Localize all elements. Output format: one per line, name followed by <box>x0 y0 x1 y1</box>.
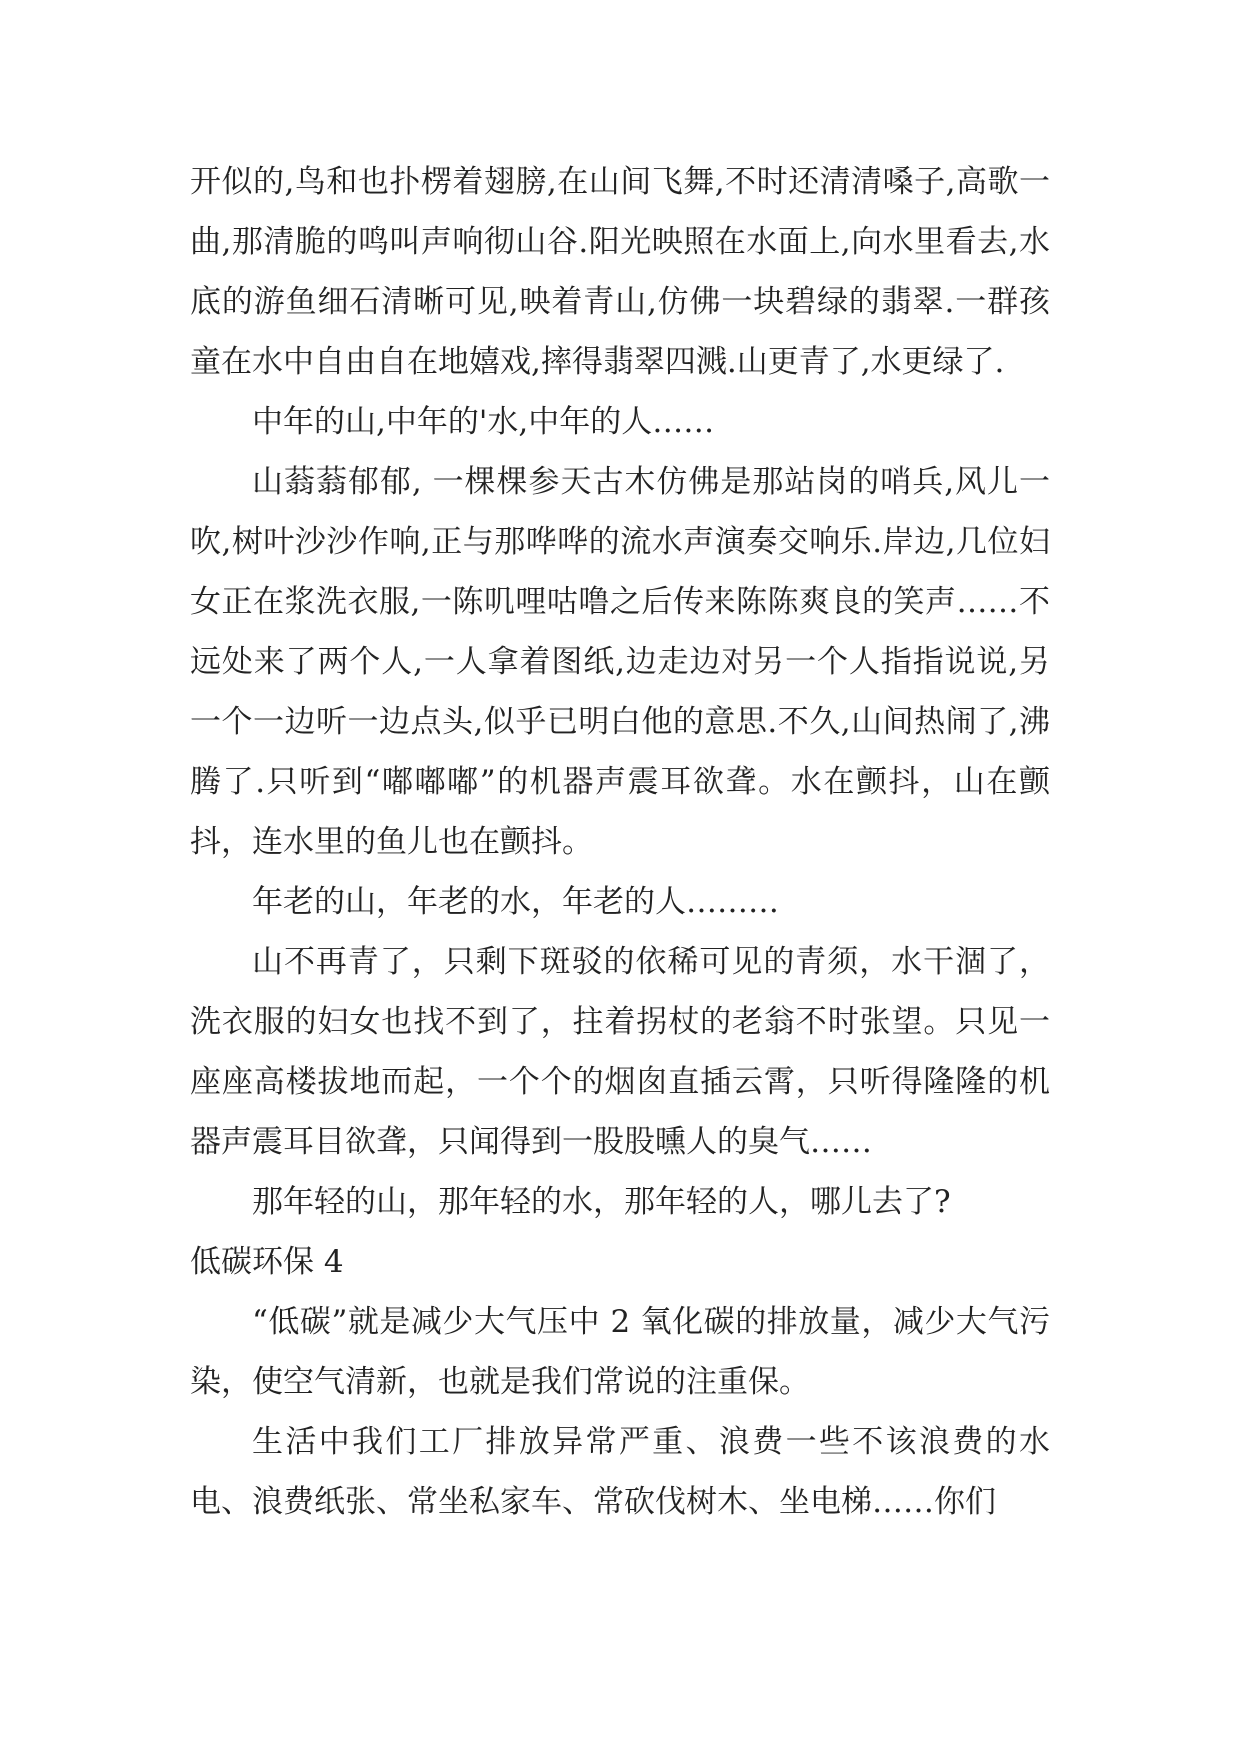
section-title: 低碳环保 4 <box>190 1244 344 1280</box>
document-body <box>190 152 1050 1532</box>
paragraph-spring-scene: 开似的,鸟和也扑楞着翅膀,在山间飞舞,不时还清清嗓子,高歌一曲,那清脆的鸣叫声响彻山谷.阳光映照在水面上,向水里看去,水底的游鱼细石清晰可见,映着青山,仿佛一块碧绿的翡翠.一群孩童在水中自由自在地嬉戏,摔得翡翠四溅.山更青了,水更绿了. <box>190 164 1050 380</box>
paragraph-closing-question: 那年轻的山，那年轻的水，那年轻的人，哪儿去了? <box>252 1184 951 1220</box>
paragraph-daily-waste: 生活中我们工厂排放异常严重、浪费一些不该浪费的水电、浪费纸张、常坐私家车、常砍伐树木、坐电梯……你们 <box>190 1424 1050 1520</box>
paragraph-old-age-heading: 年老的山，年老的水，年老的人……… <box>252 884 779 920</box>
paragraph-low-carbon-definition: “低碳”就是减少大气压中 2 氧化碳的排放量，减少大气污染，使空气清新，也就是我们常说的注重保。 <box>190 1304 1050 1400</box>
paragraph-middle-age-heading: 中年的山,中年的'水,中年的人…… <box>252 404 715 440</box>
paragraph-middle-age-scene: 山蓊蓊郁郁, 一棵棵参天古木仿佛是那站岗的哨兵,风儿一吹,树叶沙沙作响,正与那哗哗的流水声演奏交响乐.岸边,几位妇女正在浆洗衣服,一陈叽哩咕噜之后传来陈陈爽良的笑声……不远处来了两个人,一人拿着图纸,边走边对另一个人指指说说,另一个一边听一边点头,似乎已明白他的意思.不久,山间热闹了,沸腾了.只听到“嘟嘟嘟”的机器声震耳欲聋。水在颤抖，山在颤抖，连水里的鱼儿也在颤抖。 <box>190 464 1050 860</box>
paragraph-old-age-scene: 山不再青了，只剩下斑驳的依稀可见的青须，水干涸了，洗衣服的妇女也找不到了，拄着拐杖的老翁不时张望。只见一座座高楼拔地而起，一个个的烟囱直插云霄，只听得隆隆的机器声震耳目欲聋，只闻得到一股股曛人的臭气…… <box>190 944 1050 1160</box>
